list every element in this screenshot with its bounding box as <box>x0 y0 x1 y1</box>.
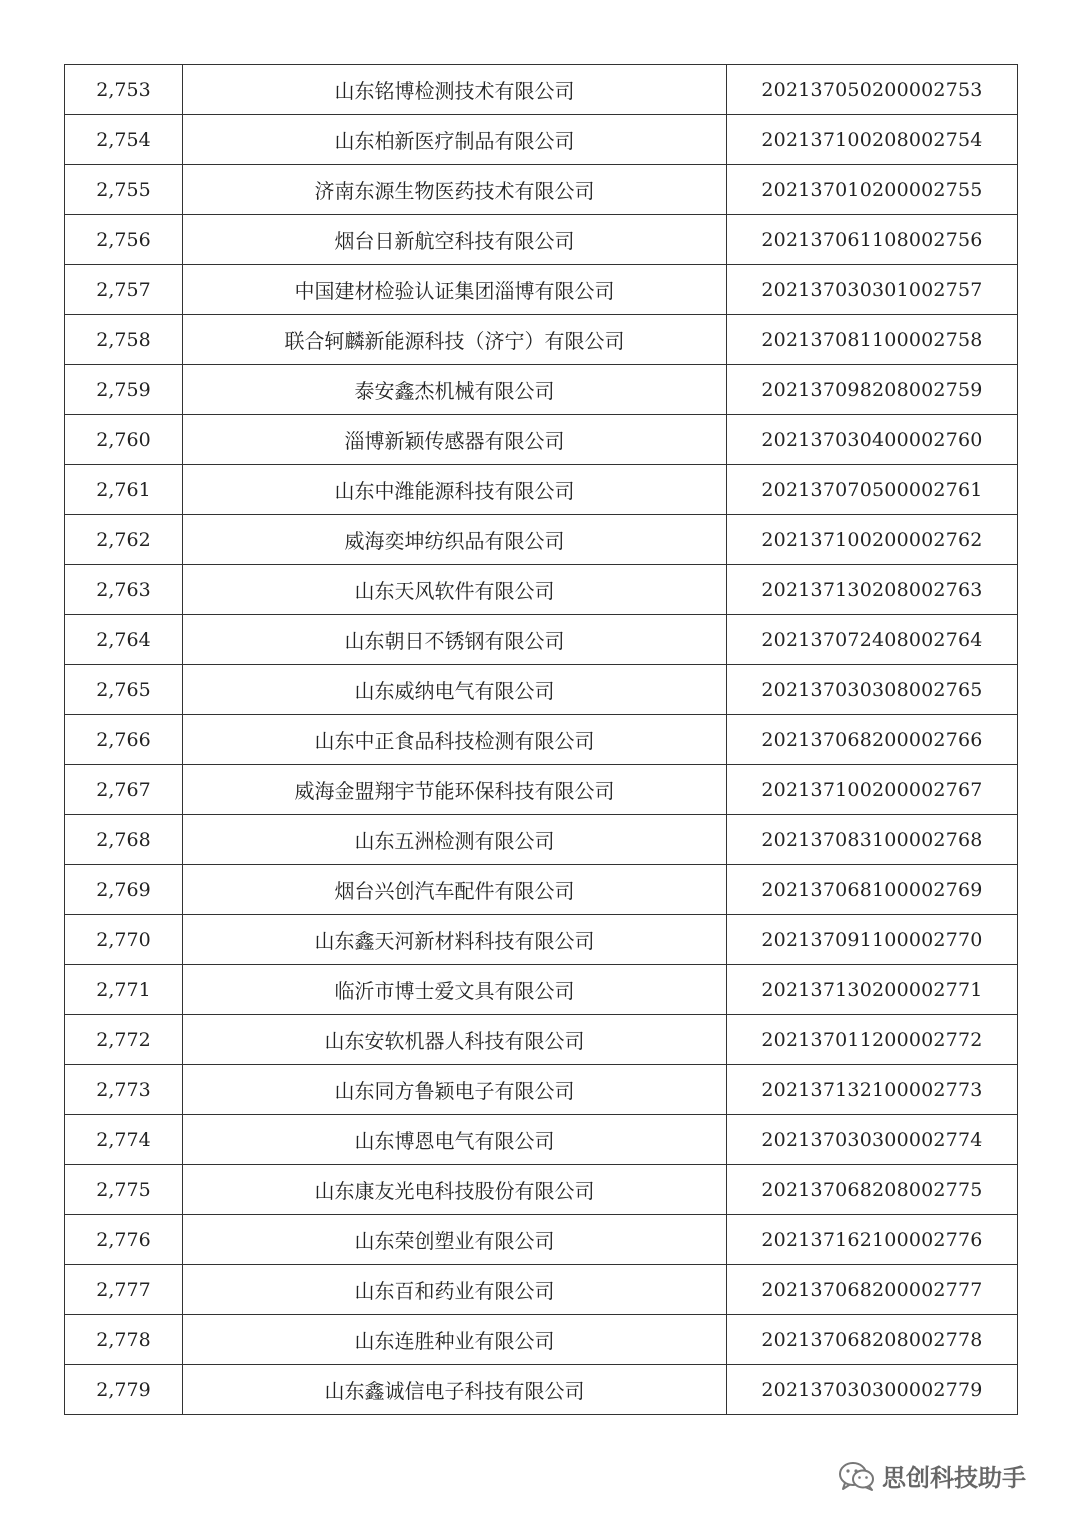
registration-code-cell: 202137030300002779 <box>727 1365 1018 1415</box>
company-name-cell: 山东连胜种业有限公司 <box>183 1315 727 1365</box>
registration-code-cell: 202137083100002768 <box>727 815 1018 865</box>
company-name-cell: 山东朝日不锈钢有限公司 <box>183 615 727 665</box>
table-row <box>65 665 1018 715</box>
registration-code-cell: 202137011200002772 <box>727 1015 1018 1065</box>
company-name-cell: 中国建材检验认证集团淄博有限公司 <box>183 265 727 315</box>
row-index-cell: 2,762 <box>65 515 183 565</box>
registration-code-cell: 202137068208002778 <box>727 1315 1018 1365</box>
registration-code-cell: 202137010200002755 <box>727 165 1018 215</box>
registration-code-cell: 202137100208002754 <box>727 115 1018 165</box>
table-row <box>65 715 1018 765</box>
registration-code-cell: 202137132100002773 <box>727 1065 1018 1115</box>
row-index-cell: 2,766 <box>65 715 183 765</box>
company-name-cell: 烟台兴创汽车配件有限公司 <box>183 865 727 915</box>
company-name-cell: 济南东源生物医药技术有限公司 <box>183 165 727 215</box>
company-name-cell: 山东威纳电气有限公司 <box>183 665 727 715</box>
row-index-cell: 2,753 <box>65 65 183 115</box>
registration-code-cell: 202137100200002767 <box>727 765 1018 815</box>
company-name-cell: 山东同方鲁颖电子有限公司 <box>183 1065 727 1115</box>
registration-code-cell: 202137050200002753 <box>727 65 1018 115</box>
table-row <box>65 215 1018 265</box>
company-name-cell: 山东博恩电气有限公司 <box>183 1115 727 1165</box>
company-name-cell: 威海奕坤纺织品有限公司 <box>183 515 727 565</box>
company-name-cell: 淄博新颖传感器有限公司 <box>183 415 727 465</box>
row-index-cell: 2,777 <box>65 1265 183 1315</box>
table-body <box>65 65 1018 1415</box>
watermark-text: 思创科技助手 <box>882 1464 1026 1492</box>
row-index-cell: 2,765 <box>65 665 183 715</box>
row-index-cell: 2,757 <box>65 265 183 315</box>
company-name-cell: 山东安软机器人科技有限公司 <box>183 1015 727 1065</box>
registration-code-cell: 202137091100002770 <box>727 915 1018 965</box>
table-row <box>65 1015 1018 1065</box>
row-index-cell: 2,755 <box>65 165 183 215</box>
registration-code-cell: 202137068200002777 <box>727 1265 1018 1315</box>
row-index-cell: 2,756 <box>65 215 183 265</box>
row-index-cell: 2,760 <box>65 415 183 465</box>
company-name-cell: 山东鑫天河新材料科技有限公司 <box>183 915 727 965</box>
company-name-cell: 山东铭博检测技术有限公司 <box>183 65 727 115</box>
company-name-cell: 山东康友光电科技股份有限公司 <box>183 1165 727 1215</box>
wechat-icon <box>838 1461 876 1491</box>
row-index-cell: 2,761 <box>65 465 183 515</box>
table-row <box>65 415 1018 465</box>
registration-code-cell: 202137130208002763 <box>727 565 1018 615</box>
company-list-table-container <box>64 64 1016 1415</box>
registration-code-cell: 202137030300002774 <box>727 1115 1018 1165</box>
company-list-table <box>64 64 1018 1415</box>
table-row <box>65 1215 1018 1265</box>
table-row <box>65 915 1018 965</box>
registration-code-cell: 202137068200002766 <box>727 715 1018 765</box>
company-name-cell: 山东中潍能源科技有限公司 <box>183 465 727 515</box>
registration-code-cell: 202137061108002756 <box>727 215 1018 265</box>
company-name-cell: 山东天风软件有限公司 <box>183 565 727 615</box>
table-row <box>65 1115 1018 1165</box>
table-row <box>65 865 1018 915</box>
company-name-cell: 泰安鑫杰机械有限公司 <box>183 365 727 415</box>
row-index-cell: 2,773 <box>65 1065 183 1115</box>
table-row <box>65 465 1018 515</box>
registration-code-cell: 202137030400002760 <box>727 415 1018 465</box>
row-index-cell: 2,779 <box>65 1365 183 1415</box>
table-row <box>65 1365 1018 1415</box>
watermark <box>838 1458 1026 1493</box>
row-index-cell: 2,775 <box>65 1165 183 1215</box>
row-index-cell: 2,764 <box>65 615 183 665</box>
row-index-cell: 2,769 <box>65 865 183 915</box>
registration-code-cell: 202137070500002761 <box>727 465 1018 515</box>
row-index-cell: 2,768 <box>65 815 183 865</box>
company-name-cell: 山东五洲检测有限公司 <box>183 815 727 865</box>
row-index-cell: 2,770 <box>65 915 183 965</box>
company-name-cell: 联合轲麟新能源科技（济宁）有限公司 <box>183 315 727 365</box>
row-index-cell: 2,778 <box>65 1315 183 1365</box>
table-row <box>65 515 1018 565</box>
company-name-cell: 威海金盟翔宇节能环保科技有限公司 <box>183 765 727 815</box>
row-index-cell: 2,763 <box>65 565 183 615</box>
table-row <box>65 115 1018 165</box>
row-index-cell: 2,771 <box>65 965 183 1015</box>
registration-code-cell: 202137081100002758 <box>727 315 1018 365</box>
table-row <box>65 265 1018 315</box>
registration-code-cell: 202137068208002775 <box>727 1165 1018 1215</box>
registration-code-cell: 202137072408002764 <box>727 615 1018 665</box>
row-index-cell: 2,758 <box>65 315 183 365</box>
table-row <box>65 315 1018 365</box>
table-row <box>65 1315 1018 1365</box>
registration-code-cell: 202137100200002762 <box>727 515 1018 565</box>
row-index-cell: 2,754 <box>65 115 183 165</box>
table-row <box>65 165 1018 215</box>
table-row <box>65 65 1018 115</box>
row-index-cell: 2,774 <box>65 1115 183 1165</box>
company-name-cell: 山东荣创塑业有限公司 <box>183 1215 727 1265</box>
table-row <box>65 1065 1018 1115</box>
table-row <box>65 765 1018 815</box>
registration-code-cell: 202137098208002759 <box>727 365 1018 415</box>
table-row <box>65 815 1018 865</box>
company-name-cell: 山东鑫诚信电子科技有限公司 <box>183 1365 727 1415</box>
table-row <box>65 1165 1018 1215</box>
registration-code-cell: 202137162100002776 <box>727 1215 1018 1265</box>
company-name-cell: 烟台日新航空科技有限公司 <box>183 215 727 265</box>
row-index-cell: 2,759 <box>65 365 183 415</box>
table-row <box>65 365 1018 415</box>
row-index-cell: 2,767 <box>65 765 183 815</box>
company-name-cell: 临沂市博士爱文具有限公司 <box>183 965 727 1015</box>
table-row <box>65 565 1018 615</box>
registration-code-cell: 202137030308002765 <box>727 665 1018 715</box>
table-row <box>65 615 1018 665</box>
company-name-cell: 山东中正食品科技检测有限公司 <box>183 715 727 765</box>
table-row <box>65 965 1018 1015</box>
company-name-cell: 山东柏新医疗制品有限公司 <box>183 115 727 165</box>
company-name-cell: 山东百和药业有限公司 <box>183 1265 727 1315</box>
registration-code-cell: 202137030301002757 <box>727 265 1018 315</box>
row-index-cell: 2,772 <box>65 1015 183 1065</box>
row-index-cell: 2,776 <box>65 1215 183 1265</box>
registration-code-cell: 202137130200002771 <box>727 965 1018 1015</box>
table-row <box>65 1265 1018 1315</box>
registration-code-cell: 202137068100002769 <box>727 865 1018 915</box>
